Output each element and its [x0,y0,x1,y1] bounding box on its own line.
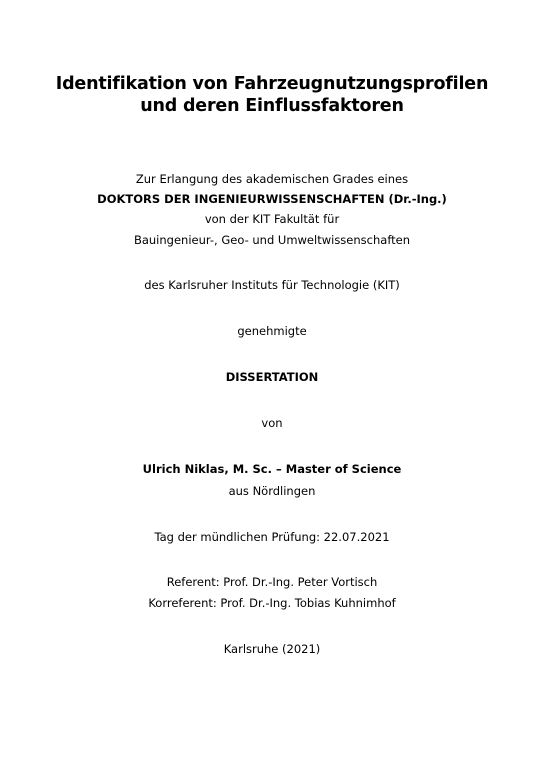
faculty-line-2: Bauingenieur-, Geo- und Umweltwissenschaften [133,233,411,247]
faculty-line-1: von der KIT Fakultät für [204,212,340,226]
referent: Referent: Prof. Dr.-Ing. Peter Vortisch [166,575,378,589]
approved-text: genehmigte [237,324,307,338]
document-type: DISSERTATION [225,370,319,384]
thesis-title-line-1: Identifikation von Fahrzeugnutzungsprofilen [55,74,489,94]
thesis-title-line-2: und deren Einflussfaktoren [140,96,404,116]
author-origin: aus Nördlingen [228,484,316,498]
exam-date: Tag der mündlichen Prüfung: 22.07.2021 [154,530,390,544]
institute: des Karlsruher Instituts für Technologie (KIT) [144,278,400,292]
author-name: Ulrich Niklas, M. Sc. – Master of Science [142,462,402,476]
degree-intro: Zur Erlangung des akademischen Grades eines [135,172,409,186]
degree-name: DOKTORS DER INGENIEURWISSENSCHAFTEN (Dr.-Ing.) [97,192,447,206]
by-text: von [261,416,283,430]
korreferent: Korreferent: Prof. Dr.-Ing. Tobias Kuhnimhof [148,596,396,610]
place-year: Karlsruhe (2021) [223,642,321,656]
